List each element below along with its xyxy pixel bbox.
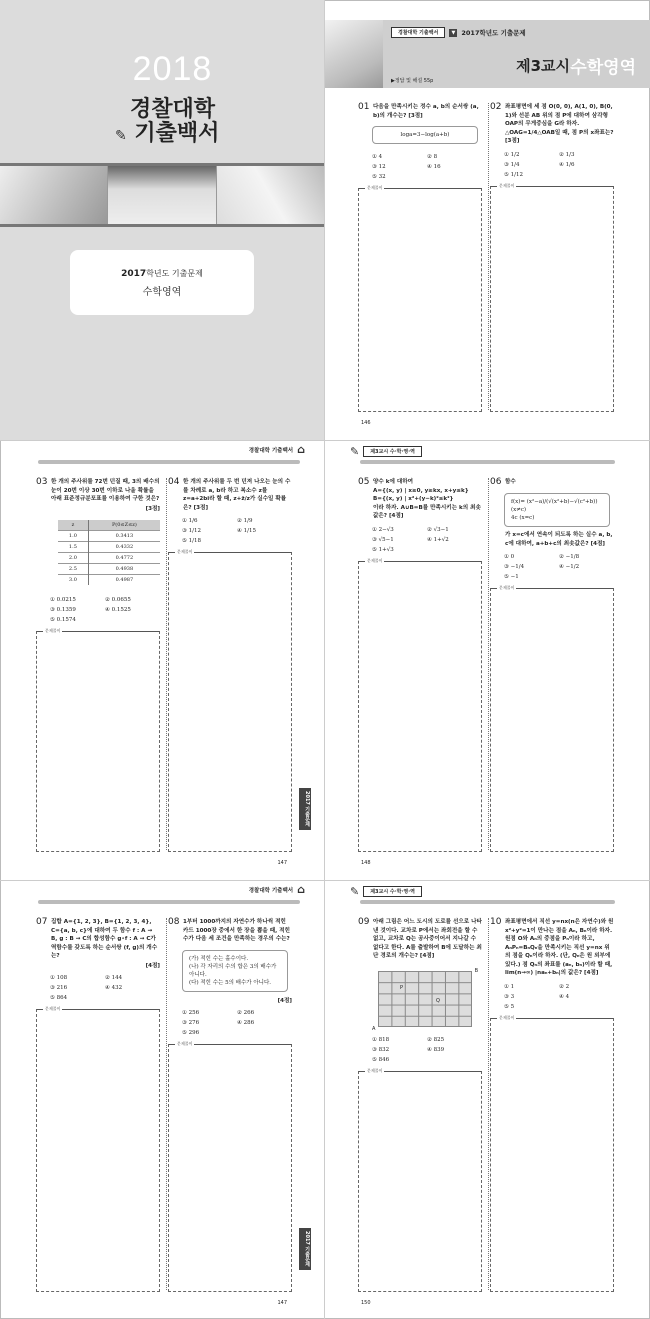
book-tag: 경찰대학 기출백서 [391,27,445,38]
section-tag: 제3교시 수·학·영·역 [363,886,422,897]
header-bar [360,460,615,464]
solution-area[interactable] [358,185,482,412]
cover-title-text: 기출백서 [134,121,220,146]
cover-box-year: 2017 [121,269,147,279]
solution-area[interactable] [168,549,292,852]
question-text-continued: 가 x=c에서 연속이 되도록 하는 실수 a, b, c에 대하여, a+b+c의 최솟값은? [4점] [505,532,613,547]
answer-choice[interactable]: ② 266 [237,1009,255,1016]
book-cover [0,0,325,440]
answer-choice[interactable]: ① 108 [50,974,68,981]
answer-choice[interactable]: ① 1/2 [504,151,520,158]
answer-choices [504,554,614,580]
cover-title-line1: 경찰대학 [130,97,216,122]
solution-label: 문제풀이 [499,585,515,590]
table-cell: 0.4332 [88,541,160,552]
table-cell: 2.0 [58,552,88,563]
question-body [183,918,292,944]
points-label: [4점] [145,962,160,969]
page-header-band [325,20,650,88]
answer-choice[interactable]: ④ 839 [427,1046,445,1053]
grid-label-Q: Q [436,997,440,1004]
answer-choice[interactable]: ③ 0.1359 [50,606,76,613]
question-10 [490,918,614,978]
running-header [350,885,422,898]
question-text: 다음을 만족시키는 정수 a, b의 순서쌍 (a, b)의 개수는? [3점] [373,104,479,119]
question-number: 09 [358,917,370,927]
question-text: 좌표평면에 세 점 O(0, 0), A(1, 0), B(0, 1)와 선분 AB 위의 점 P에 대하여 삼각형 OAP의 무게중심을 G라 하자. △OAG=1/4△OAB일 때, 점 P의 x좌표는? [3점] [505,104,614,144]
answer-choice[interactable]: ② 1/9 [237,518,253,524]
question-body [373,103,482,120]
solution-label: 문제풀이 [367,1067,383,1073]
row-divider [0,440,650,441]
solution-area[interactable] [490,585,614,852]
cover-subject-box [70,250,254,315]
answer-choice[interactable]: ③ 276 [182,1019,200,1026]
answer-choice[interactable]: ⑤ 1/12 [504,171,524,178]
points-label: [4점] [277,997,292,1004]
answer-choice[interactable]: ① 256 [182,1009,200,1016]
header-tag-row [391,27,526,38]
answer-choices [182,1010,292,1036]
solution-area[interactable] [36,1005,160,1293]
solution-area[interactable] [490,1014,614,1293]
answer-choices [50,975,160,1001]
answer-choice[interactable]: ⑤ 846 [372,1056,390,1063]
grid-label-B: B [474,967,478,974]
answer-choices [372,154,482,180]
formula-box: loga=3−log(a+b) [372,126,478,144]
subject-label: 수학영역 [570,58,636,78]
exam-page [0,440,325,880]
solution-area[interactable] [36,627,160,853]
answer-choice[interactable]: ③ 1/12 [182,528,202,534]
table-row [58,541,160,552]
answer-choice[interactable]: ② 0.0655 [105,596,131,603]
answer-choice[interactable]: ② 2 [559,983,570,990]
book-title: 경찰대학 기출백서 [248,448,294,454]
question-column [490,918,614,1292]
question-text: 아래 그림은 어느 도시의 도로를 선으로 나타낸 것이다. 교차로 P에서는 좌회전을 할 수 없고, 교차로 Q는 공사중이어서 지나갈 수 없다고 한다. A를 출발하여 B에 도달하는 최단 경로의 개수는? [4점] [373,919,482,959]
question-column [358,103,482,412]
table-cell: 1.5 [58,541,88,552]
header-bar [38,460,300,464]
table-header [58,520,160,531]
answer-choices [182,518,292,544]
book-photo [0,166,108,224]
road-grid-figure [372,967,478,1032]
solution-label: 문제풀이 [367,185,383,190]
answer-choice[interactable]: ④ 4 [559,993,570,1000]
question-number: 08 [168,917,180,927]
solution-label: 문제풀이 [45,627,61,633]
answer-choice[interactable]: ⑤ 1/18 [182,538,202,544]
question-body [183,478,292,512]
answer-choices [504,984,614,1010]
answer-choice[interactable]: ⑤ 864 [50,994,68,1001]
question-column [358,478,482,852]
question-body [373,918,482,961]
answer-choices [50,597,160,623]
answer-reference: ▶정답 및 해설 55p [391,78,434,84]
question-text: 집합 A={1, 2, 3}, B={1, 2, 3, 4}, C={a, b, c}에 대하여 두 함수 f : A → B, g : B → C의 합성함수 g∘f : A → C가 역함수를 갖도록 하는 순서쌍 (f, g)의 개수는? [51,919,158,959]
answer-choice[interactable]: ② 144 [105,974,123,981]
section-tag: 제3교시 수·학·영·역 [363,446,422,457]
question-08 [168,918,292,944]
answer-choice[interactable]: ① 0 [504,554,515,560]
answer-choice[interactable]: ① 2−√3 [372,526,394,533]
cover-year: 2018 [132,50,213,88]
question-body [505,918,614,978]
table-row [58,530,160,541]
answer-choice[interactable]: ① 4 [372,154,383,160]
answer-choice[interactable]: ④ 0.1525 [105,606,131,613]
table-cell: 2.5 [58,563,88,574]
answer-choice[interactable]: ② √3−1 [427,526,449,533]
normal-distribution-table [58,520,160,585]
solution-label: 문제풀이 [177,549,193,554]
side-tab: 2017 기출문제 [299,788,311,830]
solution-label: 문제풀이 [367,557,383,563]
solution-area[interactable] [358,1067,482,1293]
exam-page [325,880,650,1319]
cover-title-line2 [115,116,219,147]
grid-label-A: A [372,1025,376,1032]
solution-area[interactable] [490,182,614,413]
school-icon: ⌂ [297,883,305,896]
cover-box-line1 [70,268,254,279]
question-09 [358,918,482,961]
question-text: 좌표평면에서 직선 y=nx(n은 자연수)와 원 x²+y²=1이 만나는 점을 Aₙ, Bₙ이라 하자. 원점 O와 Aₙ의 중점을 Pₙ이라 하고, AₙPₙ=BₙQₙ을 만족시키는 직선 y=nx 위의 점을 Qₙ이라 하자. (단, Qₙ은 원 외부에 있다.) 점 Qₙ의 좌표를 (aₙ, bₙ)이라 할 때, lim(n→∞) |naₙ+bₙ|의 값은? [4점] [505,919,614,976]
table-cell: 0.4987 [88,574,160,585]
page-number: 146 [361,420,371,426]
solution-label: 문제풀이 [45,1005,61,1011]
answer-choice[interactable]: ⑤ 1+√3 [372,546,394,553]
question-number: 03 [36,477,48,487]
notebook-photo [217,166,325,224]
answer-choice[interactable]: ③ 832 [372,1046,390,1053]
table-header-cell: z [58,520,88,531]
answer-choice[interactable]: ④ 1+√2 [427,536,449,543]
formula-box: (가) 적힌 수는 홀수이다. (나) 각 자리의 수의 합은 3의 배수가 아니다. (다) 적힌 수는 5의 배수가 아니다. [182,950,288,992]
page-divider [324,0,325,1319]
table-cell: 0.4938 [88,563,160,574]
question-03 [36,478,160,504]
answer-choice[interactable]: ① 818 [372,1036,390,1043]
answer-choice[interactable]: ⑤ 5 [504,1003,515,1010]
table-row [58,574,160,585]
answer-choice[interactable]: ③ 216 [50,984,68,991]
answer-choice[interactable]: ② −1/8 [559,554,580,560]
solution-label: 문제풀이 [499,1014,515,1020]
question-column [36,478,160,852]
question-column [490,103,614,412]
question-column [490,478,614,852]
telescope-icon: ✎ [350,885,360,898]
exam-page [0,880,325,1319]
solution-label: 문제풀이 [177,1040,193,1046]
answer-choice[interactable]: ⑤ 0.1574 [50,616,76,623]
table-cell: 0.4772 [88,552,160,563]
telescope-icon: ✎ [350,445,360,458]
question-text: 양수 k에 대하여 A={(x, y) | x≥0, y≥kx, x+y≤k} B={(x, y) | x²+(y−k)²≤k²} 이라 하자. A∪B=B를 만족시키는 k의 최솟값은? [4점] [373,479,481,519]
question-column [168,478,292,852]
answer-choice[interactable]: ⑤ 32 [372,174,386,180]
table-cell: 3.0 [58,574,88,585]
running-header [249,442,305,458]
cover-photo-strip [0,163,325,227]
page-number: 150 [361,1300,371,1306]
answer-choice[interactable]: ② 825 [427,1036,445,1043]
question-column [36,918,160,1292]
question-number: 10 [490,917,502,927]
page-number: 148 [361,860,371,866]
answer-choices [372,527,482,553]
header-bar [38,900,300,904]
table-row [58,563,160,574]
question-body [51,478,160,504]
solution-area[interactable] [358,557,482,853]
telescope-icon: ✎ [115,128,127,144]
row-divider [0,880,650,881]
answer-choice[interactable]: ⑤ 296 [182,1029,200,1036]
question-body [505,103,614,146]
question-02 [490,103,614,146]
answer-choice[interactable]: ① 1/6 [182,518,198,524]
solution-area[interactable] [168,1040,292,1293]
column-separator [166,918,167,1290]
answer-choice[interactable]: ③ 12 [372,164,386,170]
answer-choice[interactable]: ④ 16 [427,164,441,170]
question-number: 02 [490,102,502,112]
exam-label: 2017학년도 기출문제 [461,29,526,37]
formula-box: f(x)= (x²−a)/(√(x²+b)−√(c²+b)) (x≠c) 4c (x=c) [504,493,610,527]
cover-box-subject: 수학영역 [142,287,182,298]
question-body [51,918,160,961]
question-column [358,918,482,1292]
question-07 [36,918,160,961]
table-row [58,552,160,563]
solution-label: 문제풀이 [499,182,515,188]
exam-page [325,440,650,880]
question-number: 07 [36,917,48,927]
answer-choice[interactable]: ④ 286 [237,1019,255,1026]
question-body [505,478,516,487]
column-separator [488,103,489,410]
question-text: 한 개의 주사위를 두 번 던져 나오는 눈의 수를 차례로 a, b라 하고 복소수 z를 z=a+2bi라 할 때, z+z̄/z가 실수일 확률은? [3점] [183,479,291,511]
running-header [249,882,305,898]
page-number: 147 [277,860,287,866]
answer-choice[interactable]: ① 1 [504,983,515,990]
column-separator [488,918,489,1290]
question-04 [168,478,292,512]
answer-choice[interactable]: ⑤ −1 [504,574,519,580]
question-01 [358,103,482,120]
answer-choice[interactable]: ③ 3 [504,993,515,1000]
header-bar [360,900,615,904]
dropdown-icon: ▼ [449,29,457,37]
answer-choices [504,152,614,178]
table-header-cell: P(0≤Z≤z) [88,520,160,531]
answer-choice[interactable]: ④ 1/15 [237,528,257,534]
question-number: 04 [168,477,180,487]
calendar-photo [108,166,216,224]
answer-choice[interactable]: ④ 432 [105,984,123,991]
school-icon: ⌂ [297,443,305,456]
answer-choice[interactable]: ④ −1/2 [559,564,580,570]
column-separator [166,478,167,850]
page-number: 147 [277,1300,287,1306]
answer-choice[interactable]: ② 8 [427,154,438,160]
book-title: 경찰대학 기출백서 [248,888,294,894]
exam-page [325,0,650,440]
table-cell: 1.0 [58,530,88,541]
cover-box-suffix: 학년도 기출문제 [146,269,203,278]
question-text: 한 개의 주사위를 72번 던질 때, 3의 배수의 눈이 20번 이상 30번 이하로 나올 확률을 아래 표준정규분포표를 이용하여 구한 것은? [51,479,160,502]
question-number: 01 [358,102,370,112]
table-cell: 0.3413 [88,530,160,541]
column-separator [488,478,489,850]
answer-choice[interactable]: ② 1/3 [559,151,575,158]
answer-choice[interactable]: ④ 1/6 [559,161,575,168]
answer-choices [372,1037,482,1063]
answer-choice[interactable]: ③ −1/4 [504,564,525,570]
answer-choice[interactable]: ③ √5−1 [372,536,394,543]
question-05 [358,478,482,521]
running-header [350,445,422,458]
points-label: [3점] [145,505,160,512]
period-label: 제3교시 [516,57,570,75]
question-body [373,478,482,521]
answer-choice[interactable]: ③ 1/4 [504,161,520,168]
question-text: 함수 [505,479,516,485]
question-number: 06 [490,477,502,487]
question-text: 1부터 1000까지의 자연수가 하나씩 적힌 카드 1000장 중에서 한 장을 뽑을 때, 적힌 수가 다음 세 조건을 만족하는 경우의 수는? [183,919,290,942]
header-photo [325,20,383,88]
question-06 [490,478,614,487]
question-number: 05 [358,477,370,487]
answer-choice[interactable]: ① 0.0215 [50,596,76,603]
question-column [168,918,292,1292]
grid-label-P: P [400,984,404,991]
side-tab: 2017 기출문제 [299,1228,311,1270]
